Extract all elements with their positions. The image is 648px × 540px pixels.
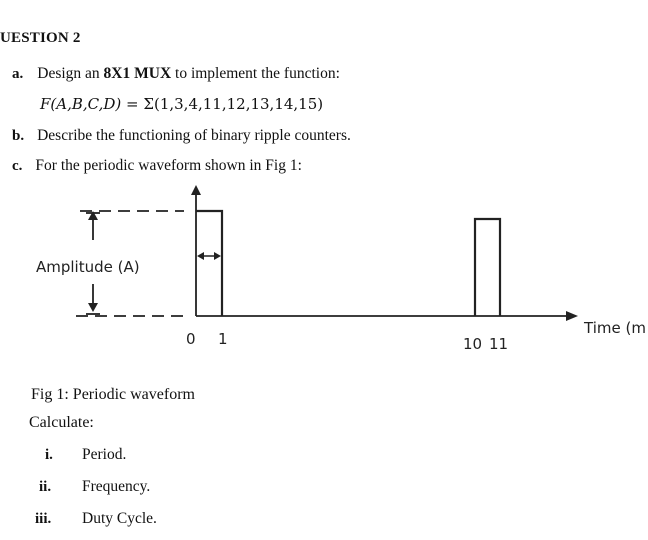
tick-label-0: 0 [186, 330, 196, 348]
amplitude-label: Amplitude (A) [36, 258, 140, 276]
y-axis-arrowhead [191, 185, 201, 195]
x-axis-label: Time (m [584, 319, 646, 337]
question-c [12, 157, 302, 175]
tick-label-11: 11 [489, 335, 509, 353]
x-axis-arrowhead [566, 311, 578, 321]
calculate-item-text: Frequency. [82, 478, 151, 495]
waveform-figure [0, 180, 648, 360]
calculate-item-text: Period. [82, 446, 127, 463]
question-a-text [37, 65, 340, 82]
pulse-width-arrowhead-left [197, 252, 204, 260]
pulse-1 [196, 211, 222, 316]
calculate-item-duty-cycle [35, 510, 157, 528]
question-a-text-after: to implement the function: [171, 65, 340, 82]
calculate-item-number: i. [45, 447, 53, 463]
question-b [12, 127, 351, 145]
question-title: UESTION 2 [0, 30, 81, 46]
formula-terms: (1,3,4,11,12,13,14,15) [153, 95, 324, 113]
pulse-width-arrowhead-right [214, 252, 221, 260]
calculate-item-period [45, 446, 127, 464]
pulse-2 [475, 219, 500, 316]
sum-symbol: Σ [143, 95, 154, 113]
question-a [12, 65, 340, 83]
calculate-item-number: ii. [39, 479, 52, 495]
tick-label-10: 10 [463, 335, 483, 353]
question-b-text: Describe the functioning of binary ripple counters. [37, 127, 351, 144]
function-formula [40, 95, 323, 113]
question-a-letter: a. [12, 66, 24, 82]
amplitude-down-arrowhead [88, 303, 98, 312]
calculate-item-text: Duty Cycle. [82, 510, 157, 527]
question-c-text: For the periodic waveform shown in Fig 1: [35, 157, 302, 174]
tick-label-1: 1 [218, 330, 228, 348]
calculate-item-number: iii. [35, 511, 52, 527]
question-b-letter: b. [12, 128, 25, 144]
figure-caption: Fig 1: Periodic waveform [31, 386, 195, 403]
question-a-text-before: Design an [37, 65, 104, 82]
calculate-heading: Calculate: [29, 414, 94, 431]
calculate-item-frequency [39, 478, 151, 496]
question-c-letter: c. [12, 158, 23, 174]
formula-lhs: F(A,B,C,D) = [40, 95, 144, 113]
question-a-bold: 8X1 MUX [103, 65, 172, 82]
